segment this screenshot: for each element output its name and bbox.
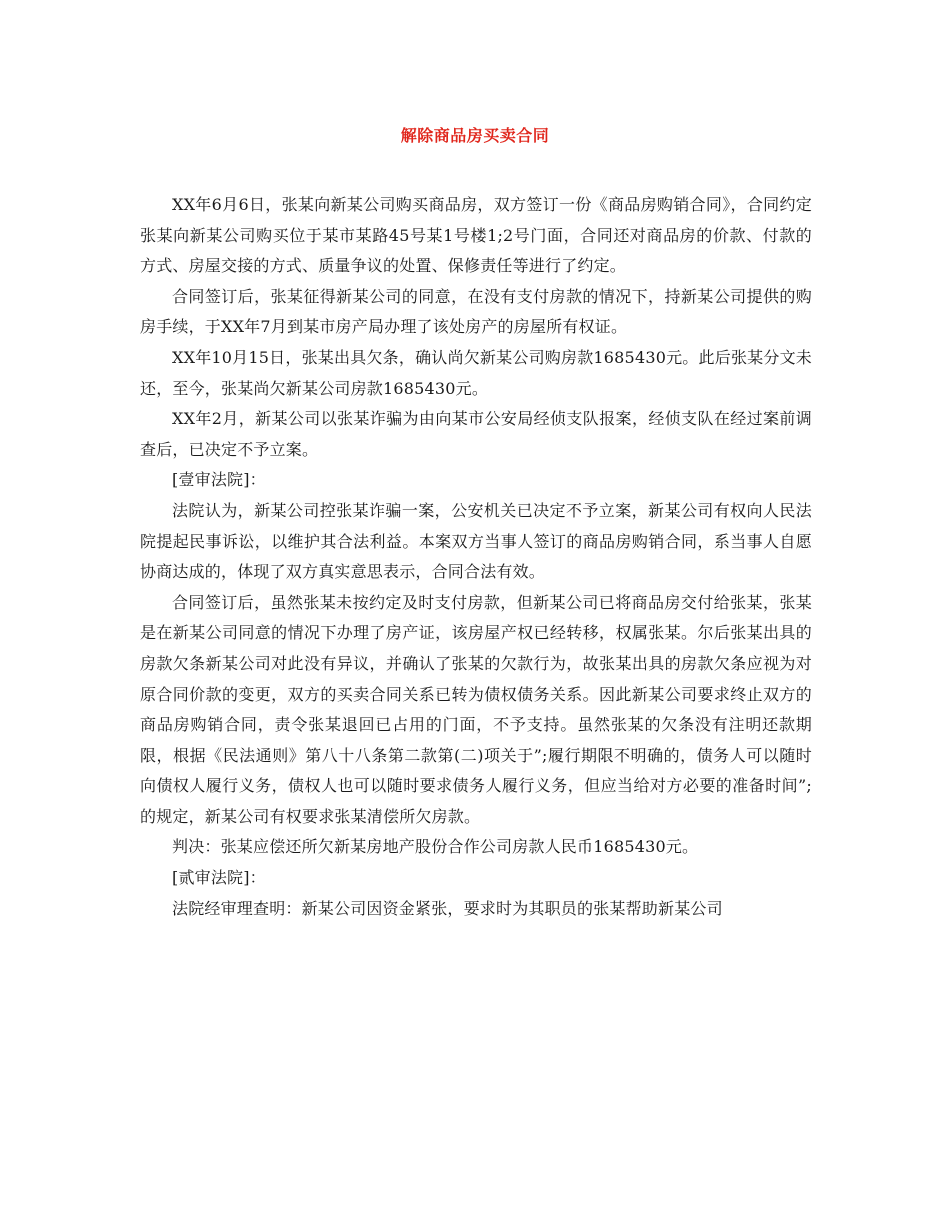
heading-second-instance: [贰审法院]： [172, 868, 266, 888]
heading-first-instance: [壹审法院]： [172, 470, 266, 490]
paragraph-purchase: XX年6月6日，张某向新某公司购买商品房，双方签订一份《商品房购销合同》，合同约定张某向新某公司购买位于某市某路45号某1号楼1;2号门面，合同还对商品房的价款、付款的方式、房屋交接的方式、质量争议的处置、保修责任等进行了约定。 [140, 195, 812, 276]
document-title: 解除商品房买卖合同 [400, 126, 550, 145]
paragraph-police-report: XX年2月，新某公司以张某诈骗为由向某市公安局经侦支队报案，经侦支队在经过案前调查后，已决定不予立案。 [140, 409, 812, 459]
document-body [140, 190, 812, 924]
paragraph-judgment: 判决：张某应偿还所欠新某房地产股份合作公司房款人民币1685430元。 [172, 837, 699, 857]
paragraph-court-opinion: 法院认为，新某公司控张某诈骗一案，公安机关已决定不予立案，新某公司有权向人民法院提起民事诉讼，以维护其合法利益。本案双方当事人签订的商品房购销合同，系当事人自愿协商达成的，体现了双方真实意思表示，合同合法有效。 [140, 500, 812, 582]
paragraph-iou: XX年10月15日，张某出具欠条，确认尚欠新某公司购房款1685430元。此后张某分文未还，至今，张某尚欠新某公司房款1685430元。 [140, 347, 812, 398]
paragraph-after-signing: 合同签订后，张某征得新某公司的同意，在没有支付房款的情况下，持新某公司提供的购房手续，于XX年7月到某市房产局办理了该处房产的房屋所有权证。 [140, 286, 812, 337]
paragraph-second-findings: 法院经审理查明：新某公司因资金紧张，要求时为其职员的张某帮助新某公司 [172, 898, 723, 918]
paragraph-court-reasoning: 合同签订后，虽然张某未按约定及时支付房款，但新某公司已将商品房交付给张某，张某是在新某公司同意的情况下办理了房产证，该房屋产权已经转移，权属张某。尔后张某出具的房款欠条新某公司对此没有异议，并确认了张某的欠款行为，故张某出具的房款欠条应视为对原合同价款的变更，双方的买卖合同关系已转为债权债务关系。因此新某公司要求终止双方的商品房购销合同，责令张某退回已占用的门面，不予支持。虽然张某的欠条没有注明还款期限，根据《民法通则》第八十八条第二款第(二)项关于”;履行期限不明确的，债务人可以随时向债权人履行义务，债权人也可以随时要求债务人履行义务，但应当给对方必要的准备时间”;的规定，新某公司有权要求张某清偿所欠房款。 [140, 592, 812, 826]
